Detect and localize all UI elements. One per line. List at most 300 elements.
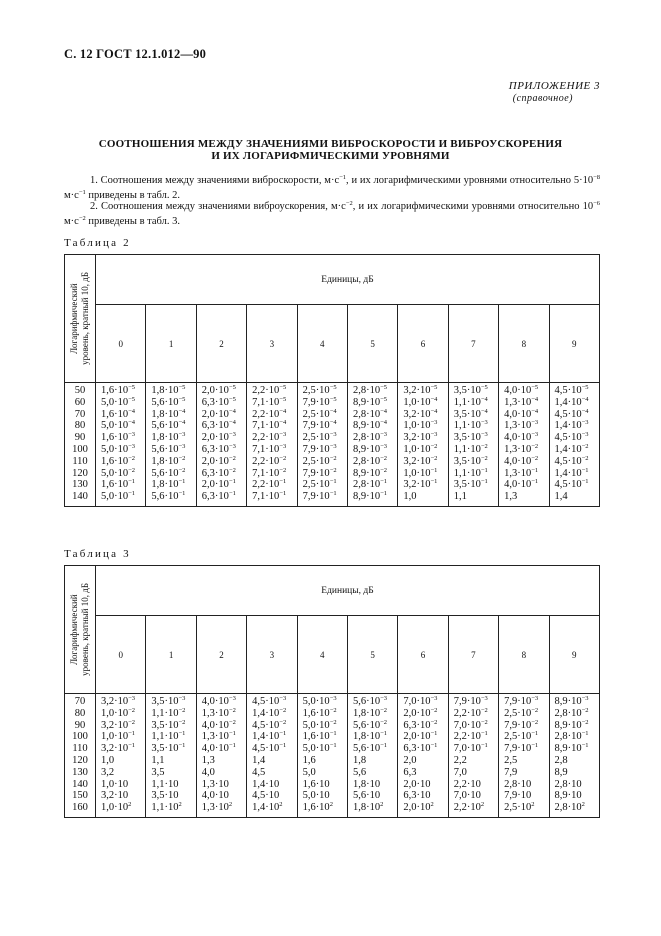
table-cell-value: $1,4\cdot 10^{-2}$ (554, 442, 589, 455)
superscript: −1 (78, 189, 86, 196)
table-cell-value: 7,0·10 (453, 790, 481, 802)
table-cell-value: 1,1·10 (151, 778, 179, 790)
table-cell-value: $7,9\cdot 10^{-3}$ (302, 442, 337, 455)
table-cell-value: $2,2\cdot 10^{-5}$ (252, 384, 287, 396)
exponent: −3 (531, 419, 539, 427)
column-header: 5 (347, 305, 397, 383)
superscript: −8 (593, 174, 600, 181)
level-value: 50 (74, 385, 86, 396)
table-cell-value: $2,0\cdot 10^{-4}$ (201, 407, 236, 420)
exponent: −1 (329, 490, 337, 498)
table-cell-value: $1,1\cdot 10^{-1}$ (151, 730, 186, 743)
table-cell-value: 1,8 (352, 754, 367, 766)
appendix-note: (справочное) (512, 93, 573, 104)
table-cell-value: $1,8\cdot 10^{-2}$ (352, 706, 387, 719)
table-cell-value: $5,0\cdot 10^{-1}$ (101, 490, 136, 503)
exponent: −1 (228, 730, 236, 738)
table-cell-value: $1,1\cdot 10^{-1}$ (453, 466, 488, 479)
exponent: −1 (430, 466, 438, 474)
table-cell-value: $3,2\cdot 10^{-1}$ (403, 478, 438, 491)
table-cell-value: 3,5 (151, 766, 165, 778)
table-cell-value: $4,0\cdot 10^{-1}$ (504, 478, 539, 491)
table-cell-value: $4,5\cdot 10^{-2}$ (554, 454, 589, 467)
table-cell-value: $2,5\cdot 10^{-2}$ (504, 706, 539, 719)
table-cell-value: $2,5\cdot 10^{-1}$ (302, 478, 337, 491)
level-value: 80 (74, 707, 86, 719)
table-cell-value: $1,1\cdot 10^2$ (151, 801, 182, 814)
exponent: −2 (178, 718, 186, 726)
values-column-7 (448, 383, 498, 507)
column-header: 1 (146, 616, 196, 694)
table-cell-value: $8,9\cdot 10^{-2}$ (554, 718, 589, 731)
level-value: 70 (74, 408, 86, 420)
table-cell-value: $1,3\cdot 10^{-3}$ (504, 419, 539, 432)
column-header: 5 (347, 616, 397, 694)
table-cell-value: 1,4 (554, 491, 568, 503)
exponent: −2 (581, 718, 589, 726)
table-cell-value: $2,0\cdot 10^{-1}$ (403, 730, 438, 743)
levels-cell (65, 694, 96, 818)
column-header: 2 (196, 616, 246, 694)
table-cell-value: $4,0\cdot 10^{-4}$ (504, 407, 539, 420)
exponent: −5 (430, 384, 438, 391)
table-cell-value: $1,4\cdot 10^2$ (252, 801, 283, 814)
paragraph-text: 1. Соотношения между значениями виброскорости, м·с (90, 175, 340, 186)
table-cell-value: $2,2\cdot 10^{-1}$ (252, 478, 287, 491)
table-cell-value: 1,4 (252, 754, 266, 766)
table-cell-value: $1,6\cdot 10^{-2}$ (101, 454, 136, 467)
table-cell-value: $1,4\cdot 10^{-1}$ (554, 466, 589, 479)
exponent: −2 (279, 706, 287, 714)
exponent: −3 (128, 695, 136, 702)
exponent: −3 (480, 695, 488, 702)
table-cell-value: $1,0\cdot 10^{-1}$ (403, 466, 438, 479)
level-value: 100 (72, 443, 88, 455)
level-value: 100 (72, 731, 88, 743)
table-cell-value: 1,6·10 (302, 778, 330, 790)
exponent: −1 (430, 730, 438, 738)
exponent: −2 (329, 718, 337, 726)
table-cell-value: $4,5\cdot 10^{-1}$ (554, 478, 589, 491)
table-cell-value: $2,2\cdot 10^{-1}$ (453, 730, 488, 743)
exponent: −4 (329, 419, 337, 427)
exponent: −2 (581, 454, 589, 462)
exponent: −4 (531, 395, 539, 403)
exponent: −5 (128, 384, 136, 391)
column-header: 6 (398, 305, 448, 383)
exponent: −4 (380, 419, 387, 427)
column-header: 2 (196, 305, 246, 383)
table-cell-value: 4,0 (201, 766, 215, 778)
exponent: 2 (531, 801, 535, 809)
table-cell-value: $5,6\cdot 10^{-4}$ (151, 419, 186, 432)
table-cell-value: $4,0\cdot 10^{-1}$ (201, 742, 236, 755)
table-cell-value: 5,0 (302, 766, 316, 778)
column-header: 0 (96, 305, 146, 383)
exponent: −5 (128, 395, 136, 403)
exponent: −2 (228, 706, 236, 714)
table-cell-value: $3,5\cdot 10^{-1}$ (151, 742, 186, 755)
exponent: −2 (380, 718, 387, 726)
paragraph-text: приведены в табл. 3. (85, 216, 180, 227)
table-cell-value: $5,0\cdot 10^{-3}$ (302, 695, 337, 707)
table-cell-value: $1,6\cdot 10^{-2}$ (302, 706, 337, 719)
level-header: Логарифмический уровень, кратный 10, дБ (69, 583, 90, 676)
exponent: −2 (430, 718, 438, 726)
exponent: −5 (531, 384, 539, 391)
exponent: −2 (279, 466, 287, 474)
table-cell-value: 1,3·10 (201, 778, 229, 790)
table-cell-value: $7,1\cdot 10^{-5}$ (252, 395, 287, 408)
table-cell-value: 6,3·10 (403, 790, 431, 802)
exponent: −2 (430, 454, 438, 462)
table-cell-value: $7,9\cdot 10^{-2}$ (302, 466, 337, 479)
table-cell-value: $1,3\cdot 10^{-1}$ (504, 466, 539, 479)
page-header: С. 12 ГОСТ 12.1.012—90 (64, 47, 207, 61)
exponent: −1 (430, 478, 438, 486)
column-header: 9 (549, 305, 599, 383)
exponent: −3 (228, 442, 236, 450)
values-column-0 (96, 383, 146, 507)
table-cell-value: $7,9\cdot 10^{-1}$ (302, 490, 337, 503)
table-cell-value: 1,0 (403, 491, 417, 503)
exponent: −5 (380, 395, 387, 403)
values-column-9 (549, 694, 599, 818)
paragraph-2 (64, 199, 600, 229)
table-cell-value: $5,6\cdot 10^{-2}$ (352, 718, 387, 731)
exponent: 2 (329, 801, 333, 809)
table-cell-value: $2,0\cdot 10^{-3}$ (201, 431, 236, 444)
level-value: 130 (72, 479, 88, 491)
table-cell-value: $5,6\cdot 10^{-1}$ (151, 490, 186, 503)
section-title-line-2: И ИХ ЛОГАРИФМИЧЕСКИМИ УРОВНЯМИ (211, 150, 450, 162)
exponent: −2 (480, 718, 488, 726)
units-header: Единицы, дБ (96, 255, 600, 305)
exponent: −5 (178, 395, 186, 403)
exponent: −1 (380, 478, 387, 486)
table-cell-value: $2,0\cdot 10^{-2}$ (403, 706, 438, 719)
table-cell-value: $2,2\cdot 10^{-3}$ (252, 431, 287, 444)
table-cell-value: $3,5\cdot 10^{-3}$ (151, 695, 186, 707)
table-cell-value: $4,5\cdot 10^{-3}$ (554, 431, 589, 444)
exponent: −3 (178, 695, 186, 702)
table-cell-value: $4,5\cdot 10^{-2}$ (252, 718, 287, 731)
exponent: −5 (380, 384, 387, 391)
exponent: −3 (279, 442, 287, 450)
table-cell-value: $1,8\cdot 10^2$ (352, 801, 384, 814)
table-cell-value: 2,8·10 (554, 778, 582, 790)
column-header-row (65, 616, 600, 694)
table-cell-value: $3,5\cdot 10^{-3}$ (453, 431, 488, 444)
column-header: 4 (297, 616, 347, 694)
exponent: −5 (279, 384, 287, 391)
exponent: −3 (279, 695, 287, 702)
values-column-1 (146, 694, 196, 818)
table-cell-value: $2,8\cdot 10^{-2}$ (554, 706, 589, 719)
table-cell-value: $5,0\cdot 10^{-3}$ (101, 442, 136, 455)
exponent: −1 (531, 466, 539, 474)
table-cell-value: $2,0\cdot 10^{-5}$ (201, 384, 236, 396)
exponent: −2 (128, 466, 136, 474)
table-cell-value: $6,3\cdot 10^{-1}$ (201, 490, 236, 503)
exponent: −4 (430, 395, 438, 403)
table-cell-value: $7,1\cdot 10^{-4}$ (252, 419, 287, 432)
exponent: −2 (178, 706, 186, 714)
table-cell-value: $1,0\cdot 10^{-2}$ (403, 442, 438, 455)
table-cell-value: $7,0\cdot 10^{-2}$ (453, 718, 488, 731)
table-cell-value: $1,4\cdot 10^{-4}$ (554, 395, 589, 408)
exponent: −5 (178, 384, 186, 391)
table-cell-value: 3,5·10 (151, 790, 179, 802)
exponent: −2 (480, 706, 488, 714)
table-cell-value: $1,3\cdot 10^{-2}$ (201, 706, 236, 719)
exponent: −2 (279, 718, 287, 726)
exponent: −4 (178, 419, 186, 427)
exponent: −2 (228, 454, 236, 462)
table-cell-value: $1,6\cdot 10^{-1}$ (302, 730, 337, 743)
level-value: 120 (72, 467, 88, 479)
table-cell-value: $3,2\cdot 10^{-5}$ (403, 384, 438, 396)
table-cell-value: $1,0\cdot 10^2$ (101, 801, 132, 814)
exponent: −4 (480, 407, 488, 415)
table-cell-value: 8,9 (554, 766, 568, 778)
table-cell-value: $2,5\cdot 10^2$ (504, 801, 535, 814)
exponent: −5 (329, 384, 337, 391)
exponent: −1 (128, 478, 136, 486)
column-header: 3 (247, 305, 297, 383)
level-value: 90 (74, 719, 86, 731)
exponent: −1 (279, 478, 287, 486)
exponent: 2 (581, 801, 585, 809)
exponent: −4 (329, 407, 337, 415)
exponent: −1 (228, 742, 236, 750)
table-cell-value: $3,2\cdot 10^{-2}$ (403, 454, 438, 467)
table-cell-value: $1,8\cdot 10^{-1}$ (151, 478, 186, 491)
exponent: −1 (480, 466, 488, 474)
table-cell-value: $5,0\cdot 10^{-5}$ (101, 395, 136, 408)
table-cell-value: 1,1 (151, 754, 165, 766)
exponent: 2 (128, 801, 132, 809)
table-cell-value: $8,9\cdot 10^{-1}$ (554, 742, 589, 755)
exponent: −3 (329, 442, 337, 450)
values-column-5 (347, 694, 397, 818)
exponent: −2 (380, 454, 387, 462)
exponent: −1 (329, 730, 337, 738)
exponent: −2 (128, 454, 136, 462)
values-column-0 (96, 694, 146, 818)
table-cell-value: 2,5 (504, 754, 518, 766)
table-cell-value: $2,2\cdot 10^{-2}$ (252, 454, 287, 467)
levels-cell (65, 383, 96, 507)
values-column-4 (297, 694, 347, 818)
exponent: 2 (380, 801, 384, 809)
table-cell-value: $4,5\cdot 10^{-1}$ (252, 742, 287, 755)
table-cell-value: $3,2\cdot 10^{-1}$ (101, 742, 136, 755)
exponent: −4 (279, 419, 287, 427)
table-cell-value: $4,5\cdot 10^{-5}$ (554, 384, 589, 396)
exponent: −1 (279, 742, 287, 750)
table-cell-value: $7,9\cdot 10^{-3}$ (453, 695, 488, 707)
table-cell-value: $5,6\cdot 10^{-1}$ (352, 742, 387, 755)
table-cell-value: 2,2·10 (453, 778, 481, 790)
table-cell-value: $5,0\cdot 10^{-4}$ (101, 419, 136, 432)
exponent: −1 (228, 478, 236, 486)
exponent: −4 (531, 407, 539, 415)
values-column-2 (196, 694, 246, 818)
table-cell-value: $1,4\cdot 10^{-1}$ (252, 730, 287, 743)
level-value: 140 (72, 491, 88, 503)
column-header: 8 (499, 616, 549, 694)
table-cell-value: $2,5\cdot 10^{-5}$ (302, 384, 337, 396)
exponent: −2 (531, 718, 539, 726)
table-cell-value: 1,0 (101, 754, 115, 766)
values-column-3 (247, 383, 297, 507)
table-cell-value: $8,9\cdot 10^{-1}$ (352, 490, 387, 503)
exponent: −1 (581, 466, 589, 474)
table-cell-value: 4,5·10 (252, 790, 280, 802)
level-value: 70 (74, 696, 86, 707)
level-header-cell (65, 566, 96, 694)
superscript: −2 (345, 200, 353, 207)
exponent: −2 (178, 454, 186, 462)
table-cell-value: $1,1\cdot 10^{-2}$ (453, 442, 488, 455)
exponent: −5 (581, 384, 589, 391)
table-cell-value: 2,8·10 (504, 778, 532, 790)
table-cell-value: $2,8\cdot 10^{-3}$ (352, 431, 387, 444)
exponent: −1 (531, 742, 539, 750)
exponent: −4 (480, 395, 488, 403)
exponent: −5 (480, 384, 488, 391)
exponent: −1 (531, 730, 539, 738)
exponent: −1 (480, 478, 488, 486)
exponent: 2 (480, 801, 485, 809)
exponent: −3 (430, 431, 438, 439)
table-cell-value: 2,0·10 (403, 778, 431, 790)
table-cell-value: $1,1\cdot 10^{-2}$ (151, 706, 186, 719)
column-header: 3 (247, 616, 297, 694)
table-cell-value: $3,5\cdot 10^{-1}$ (453, 478, 488, 491)
table-cell-value: 5,0·10 (302, 790, 330, 802)
table-cell-value: 1,1 (453, 491, 467, 503)
exponent: −1 (581, 730, 589, 738)
exponent: −4 (178, 407, 186, 415)
exponent: −3 (380, 431, 387, 439)
table-cell-value: $4,5\cdot 10^{-4}$ (554, 407, 589, 420)
values-column-5 (347, 383, 397, 507)
table-cell-value: 5,6·10 (352, 790, 381, 802)
table-cell-value: $1,8\cdot 10^{-5}$ (151, 384, 186, 396)
table-body-row (65, 694, 600, 818)
column-header-row (65, 305, 600, 383)
table-cell-value: $1,0\cdot 10^{-1}$ (101, 730, 136, 743)
table-cell-value: $1,4\cdot 10^{-3}$ (554, 419, 589, 432)
table-cell-value: $4,5\cdot 10^{-3}$ (252, 695, 287, 707)
table-cell-value: $4,0\cdot 10^{-2}$ (504, 454, 539, 467)
table-cell-value: 1,3 (504, 491, 518, 503)
table-cell-value: $3,2\cdot 10^{-3}$ (101, 695, 136, 707)
table-cell-value: 7,0 (453, 766, 467, 778)
level-value: 140 (72, 778, 88, 790)
section-title-line-1: СООТНОШЕНИЯ МЕЖДУ ЗНАЧЕНИЯМИ ВИБРОСКОРОСТИ И ВИБРОУСКОРЕНИЯ (98, 138, 563, 150)
table-cell-value: 2,8 (554, 754, 568, 766)
exponent: −1 (178, 730, 186, 738)
exponent: −1 (178, 742, 186, 750)
exponent: −3 (480, 431, 488, 439)
exponent: −1 (329, 478, 337, 486)
exponent: −2 (430, 442, 438, 450)
table-cell-value: $5,6\cdot 10^{-2}$ (151, 466, 186, 479)
table-cell-value: $5,0\cdot 10^{-2}$ (101, 466, 136, 479)
table-cell-value: $7,1\cdot 10^{-2}$ (252, 466, 287, 479)
exponent: −4 (430, 407, 438, 415)
table-header-row (65, 255, 600, 305)
table-cell-value: $2,8\cdot 10^{-5}$ (352, 384, 387, 396)
table-cell-value: $2,5\cdot 10^{-2}$ (302, 454, 337, 467)
table-cell-value: $7,9\cdot 10^{-1}$ (504, 742, 539, 755)
level-value: 130 (72, 766, 88, 778)
values-column-6 (398, 383, 448, 507)
exponent: −2 (480, 454, 488, 462)
table-header-row (65, 566, 600, 616)
values-column-8 (499, 694, 549, 818)
table-cell-value: $4,0\cdot 10^{-5}$ (504, 384, 539, 396)
exponent: −1 (279, 490, 287, 498)
exponent: −1 (531, 478, 539, 486)
table-cell-value: $8,9\cdot 10^{-4}$ (352, 419, 387, 432)
exponent: −2 (380, 706, 387, 714)
exponent: −2 (329, 466, 337, 474)
table-cell-value: $2,5\cdot 10^{-1}$ (504, 730, 539, 743)
table-cell-value: $8,9\cdot 10^{-5}$ (352, 395, 387, 408)
table-cell-value: $1,3\cdot 10^{-4}$ (504, 395, 539, 408)
table-2-caption: Таблица 2 (64, 237, 131, 249)
exponent: 2 (279, 801, 283, 809)
table-cell-value: $1,3\cdot 10^{-2}$ (504, 442, 539, 455)
exponent: −2 (128, 706, 136, 714)
table-cell-value: 3,2 (101, 766, 115, 778)
table-3 (64, 565, 600, 818)
table-cell-value: 4,0·10 (201, 790, 229, 802)
exponent: −3 (329, 695, 337, 702)
exponent: −2 (228, 718, 236, 726)
paragraph-text: м·с (64, 190, 79, 201)
table-cell-value: 1,4·10 (252, 778, 280, 790)
exponent: −3 (228, 431, 236, 439)
exponent: −5 (329, 395, 337, 403)
table-cell-value: 2,2 (453, 754, 467, 766)
exponent: −3 (480, 419, 488, 427)
column-header: 7 (448, 305, 498, 383)
values-column-6 (398, 694, 448, 818)
table-cell-value: $1,6\cdot 10^{-4}$ (101, 407, 136, 420)
table-cell-value: 1,3 (201, 754, 215, 766)
exponent: −3 (380, 695, 387, 702)
exponent: −1 (480, 730, 488, 738)
level-value: 110 (72, 743, 88, 755)
table-cell-value: $7,9\cdot 10^{-4}$ (302, 419, 337, 432)
exponent: −3 (279, 431, 287, 439)
appendix-title: ПРИЛОЖЕНИЕ 3 (508, 80, 600, 92)
values-column-4 (297, 383, 347, 507)
table-cell-value: $3,2\cdot 10^{-4}$ (403, 407, 438, 420)
exponent: −1 (329, 742, 337, 750)
exponent: −2 (531, 706, 539, 714)
exponent: −2 (380, 466, 387, 474)
column-header: 7 (448, 616, 498, 694)
exponent: −3 (228, 695, 236, 702)
table-cell-value: $1,6\cdot 10^{-1}$ (101, 478, 136, 491)
table-cell-value: $2,8\cdot 10^{-1}$ (554, 730, 589, 743)
